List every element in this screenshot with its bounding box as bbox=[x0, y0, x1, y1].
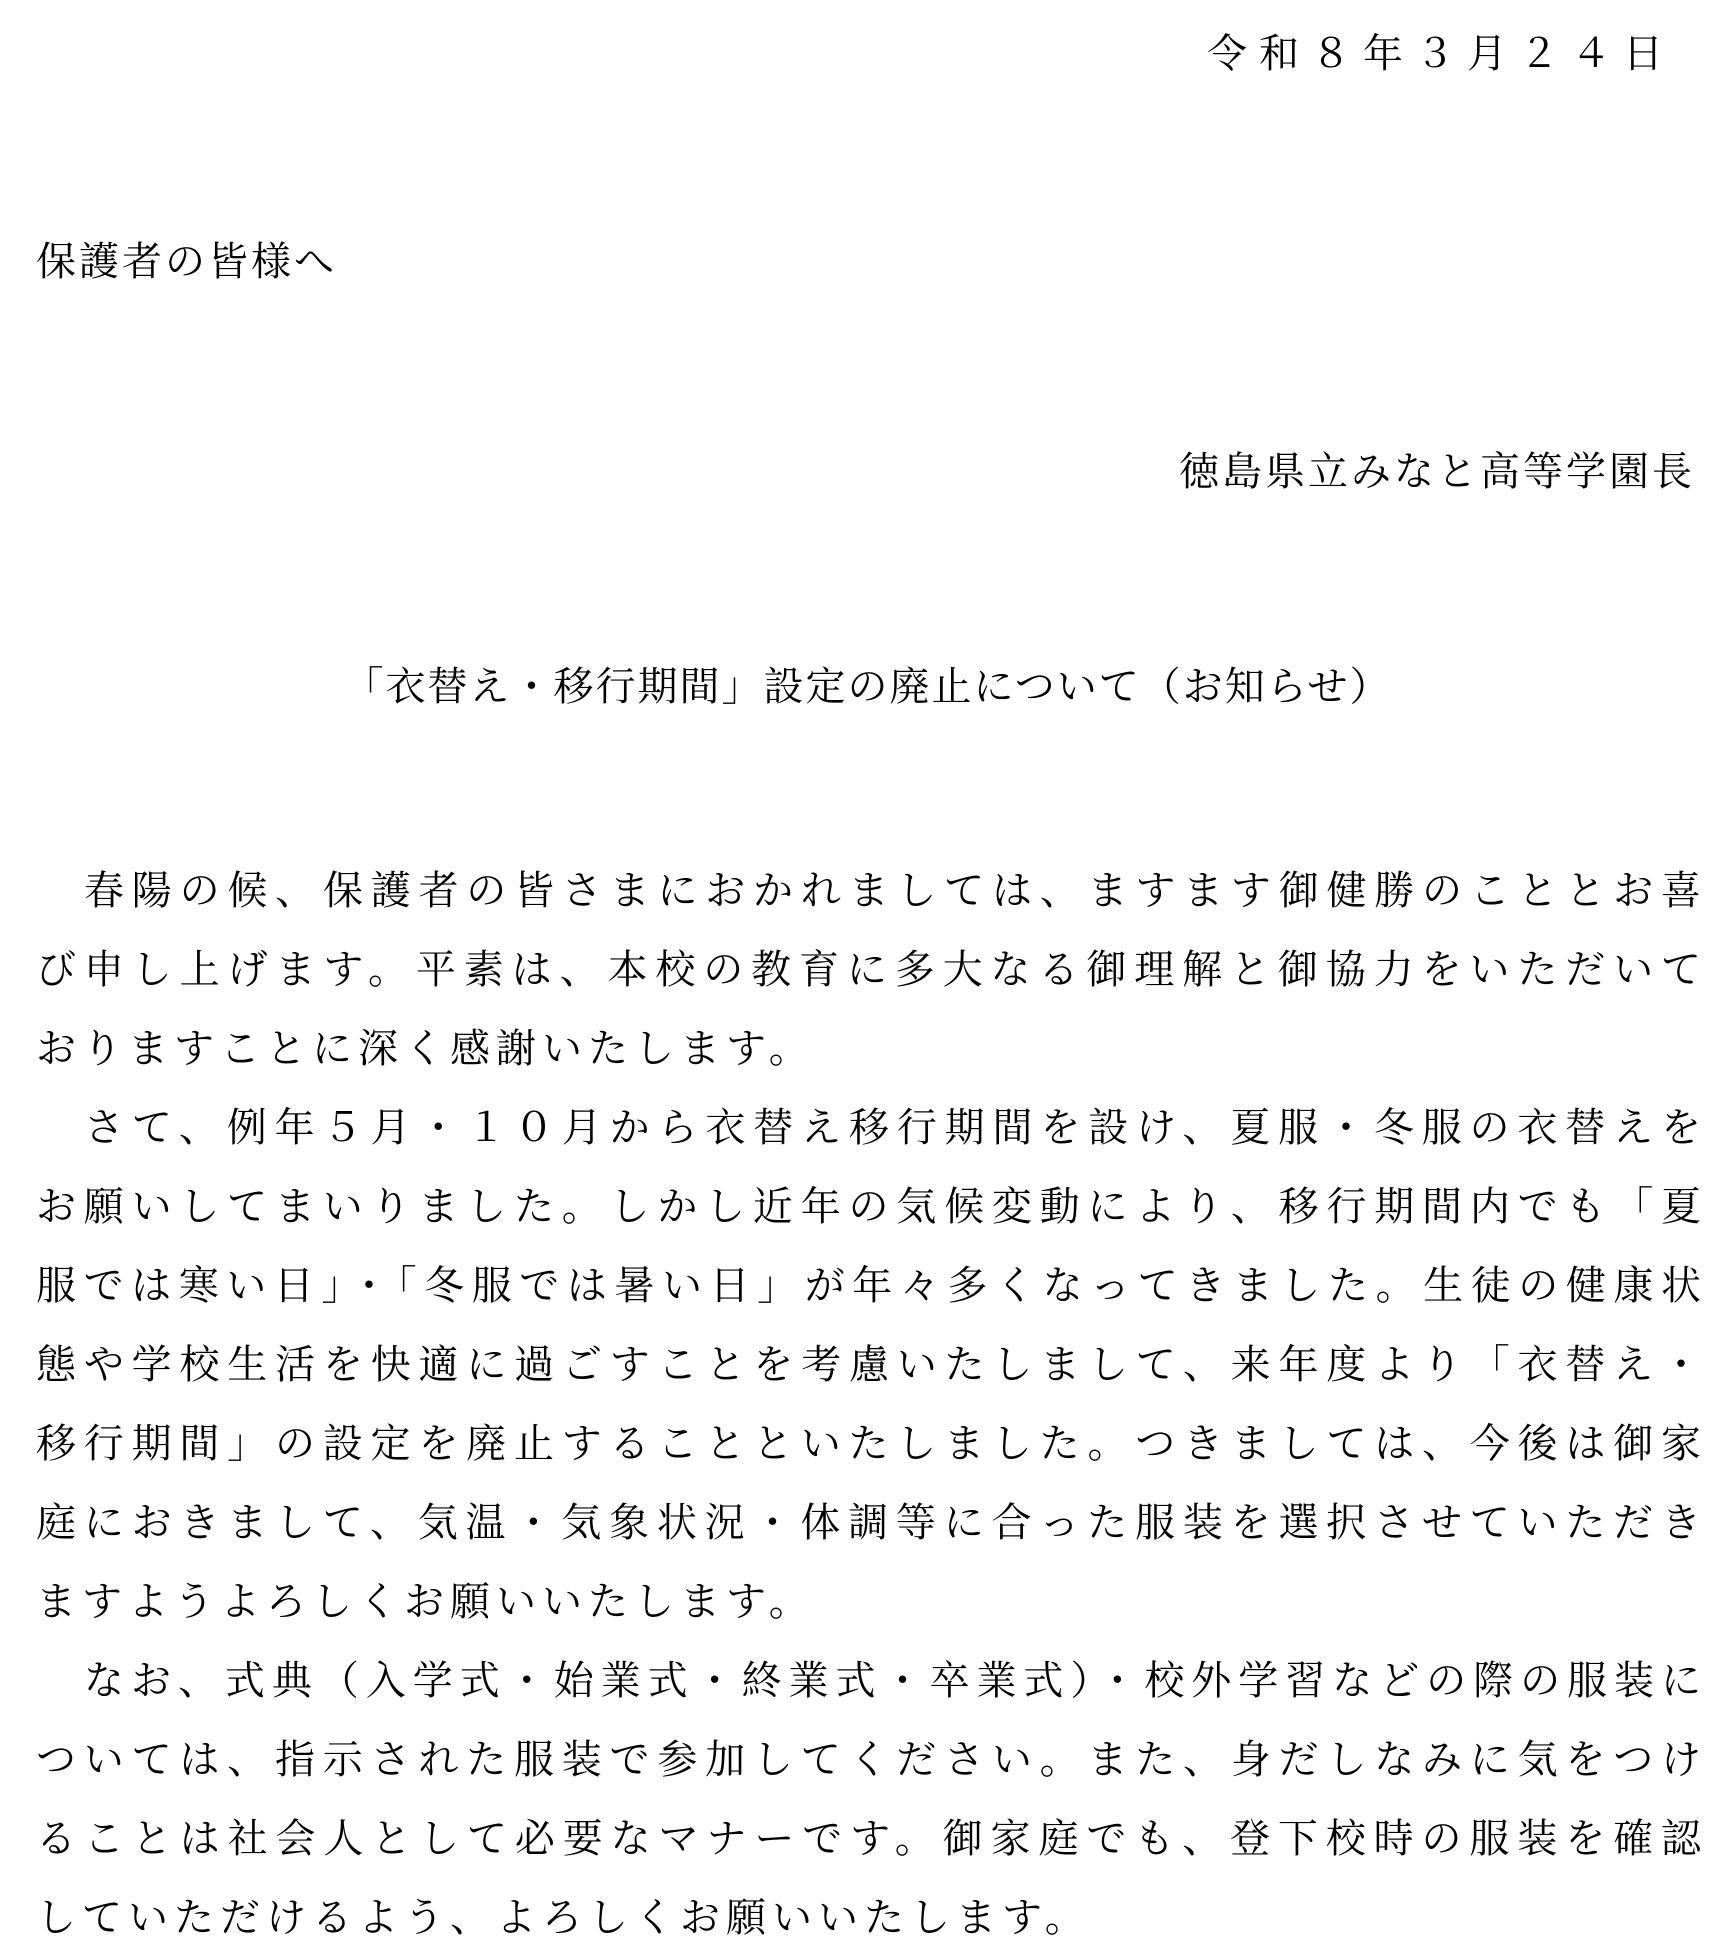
text-line: 春陽の候、保護者の皆さまにおかれましては、ますます御健勝のこととお喜 bbox=[84, 868, 1701, 914]
sender: 徳島県立みなと高等学園長 bbox=[1179, 449, 1695, 495]
document-date: 令和８年３月２４日 bbox=[1207, 31, 1675, 77]
text-line: び申し上げます。平素は、本校の教育に多大なる御理解と御協力をいただいて bbox=[36, 947, 1701, 993]
paragraph-greeting bbox=[36, 852, 1701, 1089]
paragraph-note bbox=[36, 1642, 1701, 1958]
text-line: ついては、指示された服装で参加してください。また、身だしなみに気をつけ bbox=[36, 1737, 1701, 1783]
text-line: さて、例年５月・１０月から衣替え移行期間を設け、夏服・冬服の衣替えを bbox=[84, 1105, 1701, 1151]
text-line: ますようよろしくお願いいたします。 bbox=[36, 1579, 815, 1625]
text-line: していただけるよう、よろしくお願いいたします。 bbox=[36, 1895, 1091, 1941]
text-line: ることは社会人として必要なマナーです。御家庭でも、登下校時の服装を確認 bbox=[36, 1816, 1701, 1862]
document-body bbox=[36, 852, 1701, 1958]
text-line: 服では寒い日」・「冬服では暑い日」が年々多くなってきました。生徒の健康状 bbox=[36, 1263, 1701, 1309]
document-title: 「衣替え・移行期間」設定の廃止について（お知らせ） bbox=[343, 664, 1392, 710]
text-line: お願いしてまいりました。しかし近年の気候変動により、移行期間内でも「夏 bbox=[36, 1184, 1701, 1230]
text-line: 庭におきまして、気温・気象状況・体調等に合った服装を選択させていただき bbox=[36, 1500, 1701, 1546]
text-line: 移行期間」の設定を廃止することといたしました。つきましては、今後は御家 bbox=[36, 1421, 1701, 1467]
text-line: 態や学校生活を快適に過ごすことを考慮いたしまして、来年度より「衣替え・ bbox=[36, 1342, 1701, 1388]
addressee: 保護者の皆様へ bbox=[36, 239, 337, 285]
paragraph-main bbox=[36, 1089, 1701, 1642]
text-line: おりますことに深く感謝いたします。 bbox=[36, 1026, 815, 1072]
text-line: なお、式典（入学式・始業式・終業式・卒業式）・校外学習などの際の服装に bbox=[84, 1658, 1701, 1704]
